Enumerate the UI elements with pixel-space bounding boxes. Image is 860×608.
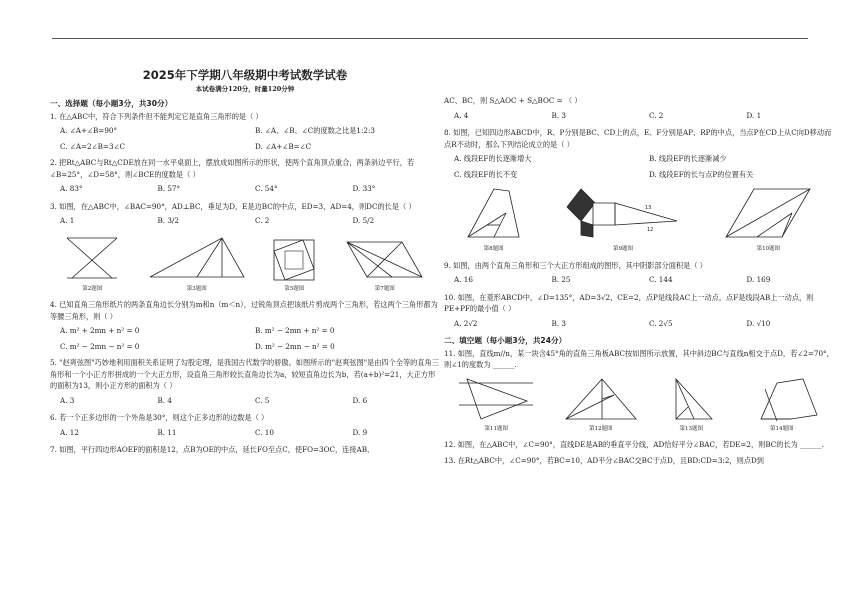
exam-subtitle: 本试卷满分120分，时量120分钟 <box>195 84 295 93</box>
question-4-options <box>50 325 440 352</box>
figure-caption: 第3题图 <box>186 285 207 292</box>
figure-q12-drawing <box>562 375 640 423</box>
question-11: 11. 如图，直线m//n，某一块含45°角的直角三角板ABC按如图所示放置，其中斜边BC与直线n相交于点D，若∠2=70°，则∠1的度数为 ______. <box>444 348 834 369</box>
figure-caption: 第12题图 <box>589 425 613 432</box>
figure-row-2 <box>444 185 834 256</box>
figure-caption: 第13题图 <box>679 425 703 432</box>
option-d: D. m² − 2mn − n² = 0 <box>255 341 335 351</box>
option-a: A. ∠A+∠B=90° <box>60 126 118 135</box>
option-d: D. √10 <box>746 318 771 328</box>
figure-caption: 第14题图 <box>770 425 794 432</box>
option-b: B. 11 <box>157 427 177 437</box>
figure-q2-drawing <box>62 233 122 283</box>
left-column <box>50 64 440 457</box>
figure-q8 <box>464 185 524 256</box>
figure-q10-drawing <box>722 185 814 243</box>
question-12: 12. 如图，在△ABC中，∠C=90°，直线DE是AB的垂直平分线，AD恰好平分∠BAC，若DE=2，则BC的长为 ______. <box>444 440 824 449</box>
option-a: A. 线段EF的长逐渐增大 <box>454 154 532 163</box>
option-d: D. 5/2 <box>352 216 375 225</box>
option-c: C. m² − 2mn − n² = 0 <box>60 341 140 351</box>
option-c: C. 2 <box>255 216 270 225</box>
option-a: A. 12 <box>60 427 79 437</box>
option-d: D. 169 <box>746 275 771 284</box>
question-5: 5. "赵爽弦图"巧妙地利用面积关系证明了勾股定理，是我国古代数学的骄傲。如图所示的"赵爽弦图"是由四个全等的直角三角形和一个小正方形拼成的一个大正方形，设直角三角形较长直角边长为a，较短直角边长为b，若(a+b)²=21，大正方形的面积为13，则小正方形的面积为（ ） <box>50 358 439 390</box>
right-column <box>444 94 834 467</box>
option-d: D. 33° <box>352 184 376 193</box>
option-a: A. 83° <box>60 184 83 193</box>
option-c: C. 2 <box>649 110 664 120</box>
figure-q8-drawing <box>464 185 524 243</box>
question-3: 3. 如图，在△ABC中，∠BAC=90°，AD⊥BC，垂足为D，E是边BC的中点，ED=3，AD=4，则DC的长是（ ） <box>50 201 416 211</box>
option-b: B. ∠A、∠B、∠C的度数之比是1:2:3 <box>255 126 375 135</box>
question-3-options <box>50 215 440 227</box>
option-c: C. 5 <box>255 395 270 405</box>
figure-q11-drawing <box>457 375 535 423</box>
question-4: 4. 已知直角三角形纸片的两条直角边长分别为m和n（m＜n），过锐角顶点把该纸片剪成两个三角形，若这两个三角形都为等腰三角形，则（ ） <box>50 300 438 321</box>
section-choice-heading: 一、选择题（每小题3分，共30分） <box>50 99 173 108</box>
figure-q11 <box>457 375 535 436</box>
option-a: A. m² + 2mn + n² = 0 <box>60 326 140 335</box>
option-d: D. ∠A+∠B=∠C <box>255 141 312 151</box>
figure-q9 <box>563 185 683 256</box>
option-a: A. 16 <box>454 275 473 284</box>
question-6: 6. 若一个正多边形的一个外角是30°，则这个正多边形的边数是（ ） <box>50 413 269 422</box>
option-a: A. 4 <box>454 110 469 120</box>
option-b: B. 3 <box>551 110 566 120</box>
question-5-options <box>50 395 440 407</box>
question-2: 2. 把Rt△ABC与Rt△CDE放在同一水平桌面上，摆放成如图所示的形状，使两个直角顶点重合，两条斜边平行，若∠B=25°，∠D=58°，则∠BCE的度数是（ ） <box>50 158 415 179</box>
option-b: B. 4 <box>157 395 172 405</box>
question-2-options <box>50 183 440 195</box>
question-1: 1. 在△ABC中，符合下列条件但不能判定它是直角三角形的是（ ） <box>50 111 263 121</box>
figure-caption: 第5题图 <box>284 285 305 292</box>
figure-q7-drawing <box>342 237 428 283</box>
figure-caption: 第11题图 <box>484 425 508 432</box>
figure-q14 <box>743 375 821 436</box>
figure-q3 <box>147 233 247 296</box>
option-b: B. 3/2 <box>157 216 179 225</box>
option-d: D. 9 <box>352 427 368 437</box>
exam-title: 2025年下学期八年级期中考试数学试卷 <box>142 68 348 82</box>
option-d: D. 6 <box>352 395 368 405</box>
option-c: C. 54° <box>255 184 278 193</box>
figure-q13 <box>666 375 716 436</box>
section-fill-heading: 二、填空题（每小题3分，共24分） <box>444 336 567 345</box>
option-d: D. 线段EF的长与点P的位置有关 <box>649 169 754 179</box>
option-b: B. 3 <box>551 318 566 328</box>
question-13: 13. 在Rt△ABC中，∠C=90°，若BC=10，AD平分∠BAC交BC于点D，且BD:CD=3:2，则点D到 <box>444 455 764 465</box>
figure-q13-drawing <box>666 375 716 423</box>
question-8-options <box>444 153 834 180</box>
figure-q7 <box>342 237 428 296</box>
question-7-continued: AC、BC，则 S△AOC + S△BOC = （ ） <box>444 96 582 105</box>
header-rule <box>52 38 808 39</box>
question-9: 9. 如图，由两个直角三角形和三个大正方形组成的图形，其中阴影部分面积是（ ） <box>444 260 707 270</box>
question-8: 8. 如图，已知四边形ABCD中，R、P分别是BC、CD上的点，E、F分别是AP、RP的中点，当点P在CD上从C向D移动而点R不动时，那么下列结论成立的是（ ） <box>444 128 832 149</box>
option-a: A. 3 <box>60 395 75 405</box>
option-c: C. 线段EF的长不变 <box>454 169 518 179</box>
question-10: 10. 如图，在菱形ABCD中，∠D=135°，AD=3√2，CE=2，点P是线段AC上一动点，点F是线段AB上一动点，则PE+PF的最小值（ ） <box>444 292 814 313</box>
question-7-options <box>444 110 834 122</box>
figure-q10 <box>722 185 814 256</box>
question-9-options <box>444 274 834 286</box>
question-1-options <box>50 125 440 152</box>
figure-q5 <box>271 237 317 296</box>
figure-caption: 第10题图 <box>756 246 781 252</box>
figure-q9-label-13: 13 <box>644 205 652 211</box>
figure-q5-drawing <box>271 237 317 283</box>
figure-row-1 <box>50 233 440 296</box>
option-c: C. ∠A=2∠B=3∠C <box>60 141 126 151</box>
option-a: A. 1 <box>60 216 75 225</box>
option-b: B. 57° <box>157 184 181 193</box>
figure-q3-drawing <box>147 233 247 283</box>
figure-q9-drawing <box>563 185 683 243</box>
question-7: 7. 如图，平行四边形AOEF的面积是12，点B为OE的中点，延长FO至点C，使FO=3OC，连接AB、 <box>50 445 375 454</box>
option-b: B. 线段EF的长逐渐减少 <box>649 154 727 163</box>
option-b: B. 25 <box>551 275 571 284</box>
question-6-options <box>50 427 440 439</box>
option-a: A. 2√2 <box>454 318 478 328</box>
figure-q2 <box>62 233 122 296</box>
option-b: B. m² − 2mn + n² = 0 <box>255 326 335 335</box>
option-d: D. 1 <box>746 110 762 120</box>
figure-q14-drawing <box>743 375 821 423</box>
figure-q12 <box>562 375 640 436</box>
figure-row-3 <box>444 375 834 436</box>
question-10-options <box>444 318 834 330</box>
figure-caption: 第2题图 <box>82 285 103 292</box>
figure-caption: 第9题图 <box>612 246 633 252</box>
figure-q9-label-12: 12 <box>646 227 654 233</box>
option-c: C. 2√5 <box>649 318 673 328</box>
option-c: C. 10 <box>255 427 274 437</box>
option-c: C. 144 <box>649 275 673 284</box>
figure-caption: 第8题图 <box>483 246 504 252</box>
figure-caption: 第7题图 <box>374 285 395 292</box>
